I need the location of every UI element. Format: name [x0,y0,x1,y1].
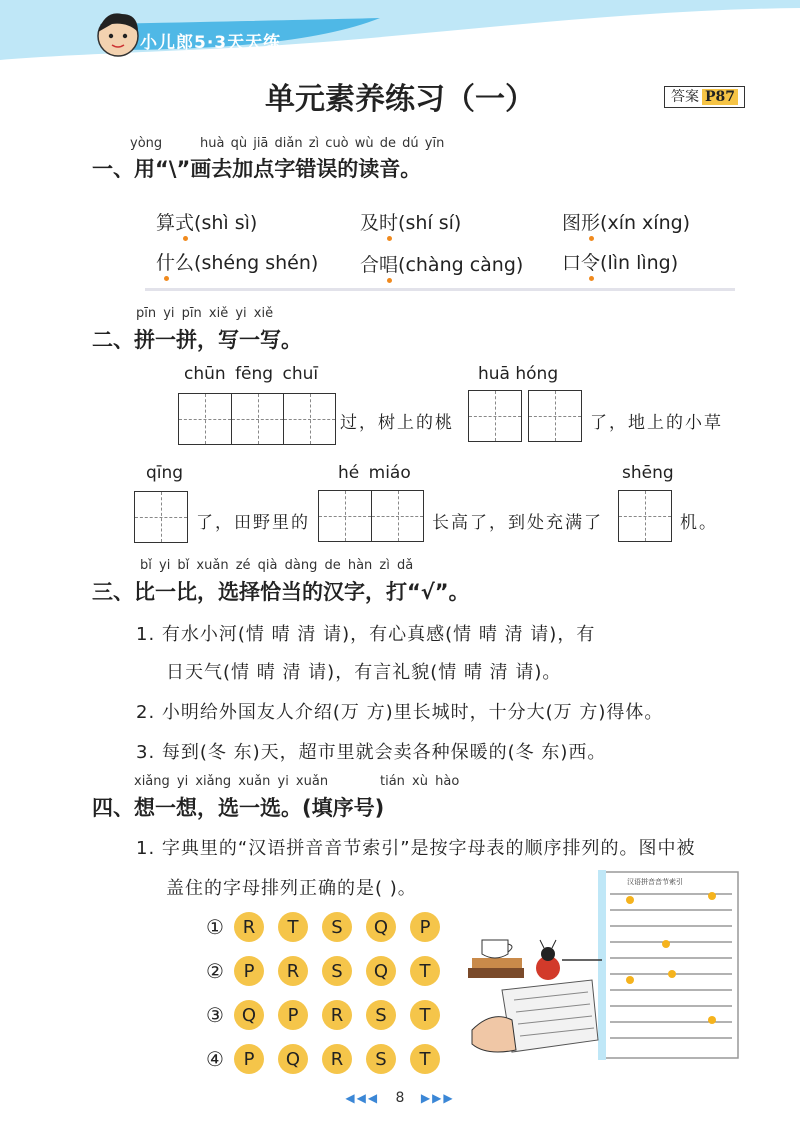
letter-badge: S [322,912,352,942]
s1-char: 算 [156,212,176,234]
s3-question-2: 2. 小明给外国友人介绍(万 方)里长城时，十分大(万 方)得体。 [136,702,664,723]
answer-page: P87 [702,89,738,105]
s1-dotted-char: 时 [379,208,398,235]
section4-number: 四、 [92,796,134,820]
dictionary-illustration [462,870,742,1060]
s2-pinyin-hemiao: hé miáo [338,463,411,483]
section2-pinyin: pīn yi pīn xiě yi xiě [136,306,274,321]
s2-pinyin-chunfengchui: chūn fēng chuī [184,364,319,384]
section3-text: 比一比，选择恰当的汉字，打“√”。 [134,580,470,604]
option-label: ① [206,915,224,939]
s2-writing-grid-2[interactable] [468,390,522,442]
answer-label: 答案 [671,89,699,105]
s1-item-1 [156,208,257,235]
page-footer [0,1090,800,1106]
s1-dotted-char: 唱 [379,250,398,277]
letter-badge: T [410,1000,440,1030]
section4-pinyin-b: tián xù hào [380,774,460,789]
section1-heading [92,153,421,183]
brand-label: 小儿郎5·3天天练 [140,33,282,53]
letter-badge: Q [366,912,396,942]
letter-badge: R [278,956,308,986]
option-label: ③ [206,1003,224,1027]
s1-char: 合 [360,254,380,276]
s1-reading: (lìn lìng) [600,252,679,274]
prev-arrows-icon: ◀◀◀ [345,1091,380,1105]
s2-writing-grid-1[interactable] [178,393,336,445]
page-number: 8 [395,1090,405,1106]
s1-char: 及 [360,212,380,234]
s2-text-4: 长高了，到处充满了 [432,513,603,533]
s2-writing-grid-6[interactable] [618,490,672,542]
s4-question-1a: 1. 字典里的“汉语拼音音节索引”是按字母表的顺序排列的。图中被 [136,838,696,859]
s2-writing-grid-4[interactable] [134,491,188,543]
section2-heading [92,324,302,354]
letter-badge: S [366,1044,396,1074]
letter-badge: R [234,912,264,942]
letter-badge: S [322,956,352,986]
s2-writing-grid-5[interactable] [318,490,424,542]
letter-badge: T [410,956,440,986]
s1-item-5 [360,250,523,277]
header-banner [0,0,800,70]
s1-dotted-char: 令 [581,248,600,275]
s1-reading: (shí sí) [398,212,462,234]
letter-badge: T [410,1044,440,1074]
s2-text-2: 了，地上的小草 [590,413,723,433]
s1-dotted-char: 式 [175,208,194,235]
option-row-3[interactable] [206,1000,454,1030]
coffee-cup-icon [468,940,524,978]
section4-heading [92,792,384,822]
letter-badge: T [278,912,308,942]
answer-reference [664,86,745,108]
option-label: ② [206,959,224,983]
letter-badge: Q [366,956,396,986]
s3-question-1b: 日天气(情 晴 清 请)，有言礼貌(情 晴 清 请)。 [166,662,562,683]
s2-writing-grid-3[interactable] [528,390,582,442]
s3-question-3: 3. 每到(冬 东)天，超市里就会卖各种保暖的(冬 东)西。 [136,742,607,763]
s2-pinyin-huahong: huā hóng [478,364,559,384]
s1-char: 么 [175,252,195,274]
s4-options [206,912,454,1074]
section1-pinyin-b: huà qù jiā diǎn zì cuò wù de dú yīn [200,136,445,151]
option-row-1[interactable] [206,912,454,942]
s2-text-3: 了，田野里的 [196,513,310,533]
letter-badge: P [410,912,440,942]
ladybug-icon [536,940,560,980]
s1-item-3 [562,208,690,235]
section3-heading [92,576,470,606]
s1-reading: (xín xíng) [600,212,691,234]
section1-number: 一、 [92,157,134,181]
s1-char: 口 [562,252,582,274]
s1-reading: (shì sì) [194,212,258,234]
s1-item-2 [360,208,461,235]
next-arrows-icon: ▶▶▶ [420,1091,455,1105]
section3-pinyin: bǐ yi bǐ xuǎn zé qià dàng de hàn zì dǎ [140,558,414,573]
s2-text-5: 机。 [680,513,718,533]
section1-pinyin-a: yòng [130,136,163,151]
letter-badge: R [322,1000,352,1030]
letter-badge: S [366,1000,396,1030]
letter-badge: P [234,956,264,986]
s2-text-1: 过，树上的桃 [340,413,454,433]
s2-pinyin-qing: qīng [146,463,184,483]
section1-text: 用“\”画去加点字错误的读音。 [134,157,422,181]
option-row-2[interactable] [206,956,454,986]
page-title: 单元素养练习（一） [265,82,535,117]
section2-text: 拼一拼，写一写。 [134,328,302,352]
s1-reading: (chàng càng) [398,254,524,276]
letter-badge: Q [234,1000,264,1030]
section2-number: 二、 [92,328,134,352]
section3-number: 三、 [92,580,134,604]
letter-badge: Q [278,1044,308,1074]
s4-question-1b: 盖住的字母排列正确的是( )。 [166,878,417,899]
option-label: ④ [206,1047,224,1071]
option-row-4[interactable] [206,1044,454,1074]
s1-item-6 [562,248,678,275]
s1-char: 图 [562,212,582,234]
s1-dotted-char: 什 [156,248,175,275]
s1-item-4 [156,248,318,275]
s2-pinyin-sheng: shēng [622,463,674,483]
letter-badge: P [234,1044,264,1074]
s1-dotted-char: 形 [581,208,600,235]
section4-pinyin-a: xiǎng yi xiǎng xuǎn yi xuǎn [134,774,329,789]
index-title: 汉语拼音音节索引 [627,878,683,886]
s3-question-1a: 1. 有水小河(情 晴 清 请)，有心真感(情 晴 清 请)，有 [136,624,596,645]
section4-text: 想一想，选一选。(填序号) [134,796,385,820]
s1-reading: (shéng shén) [194,252,319,274]
letter-badge: P [278,1000,308,1030]
letter-badge: R [322,1044,352,1074]
